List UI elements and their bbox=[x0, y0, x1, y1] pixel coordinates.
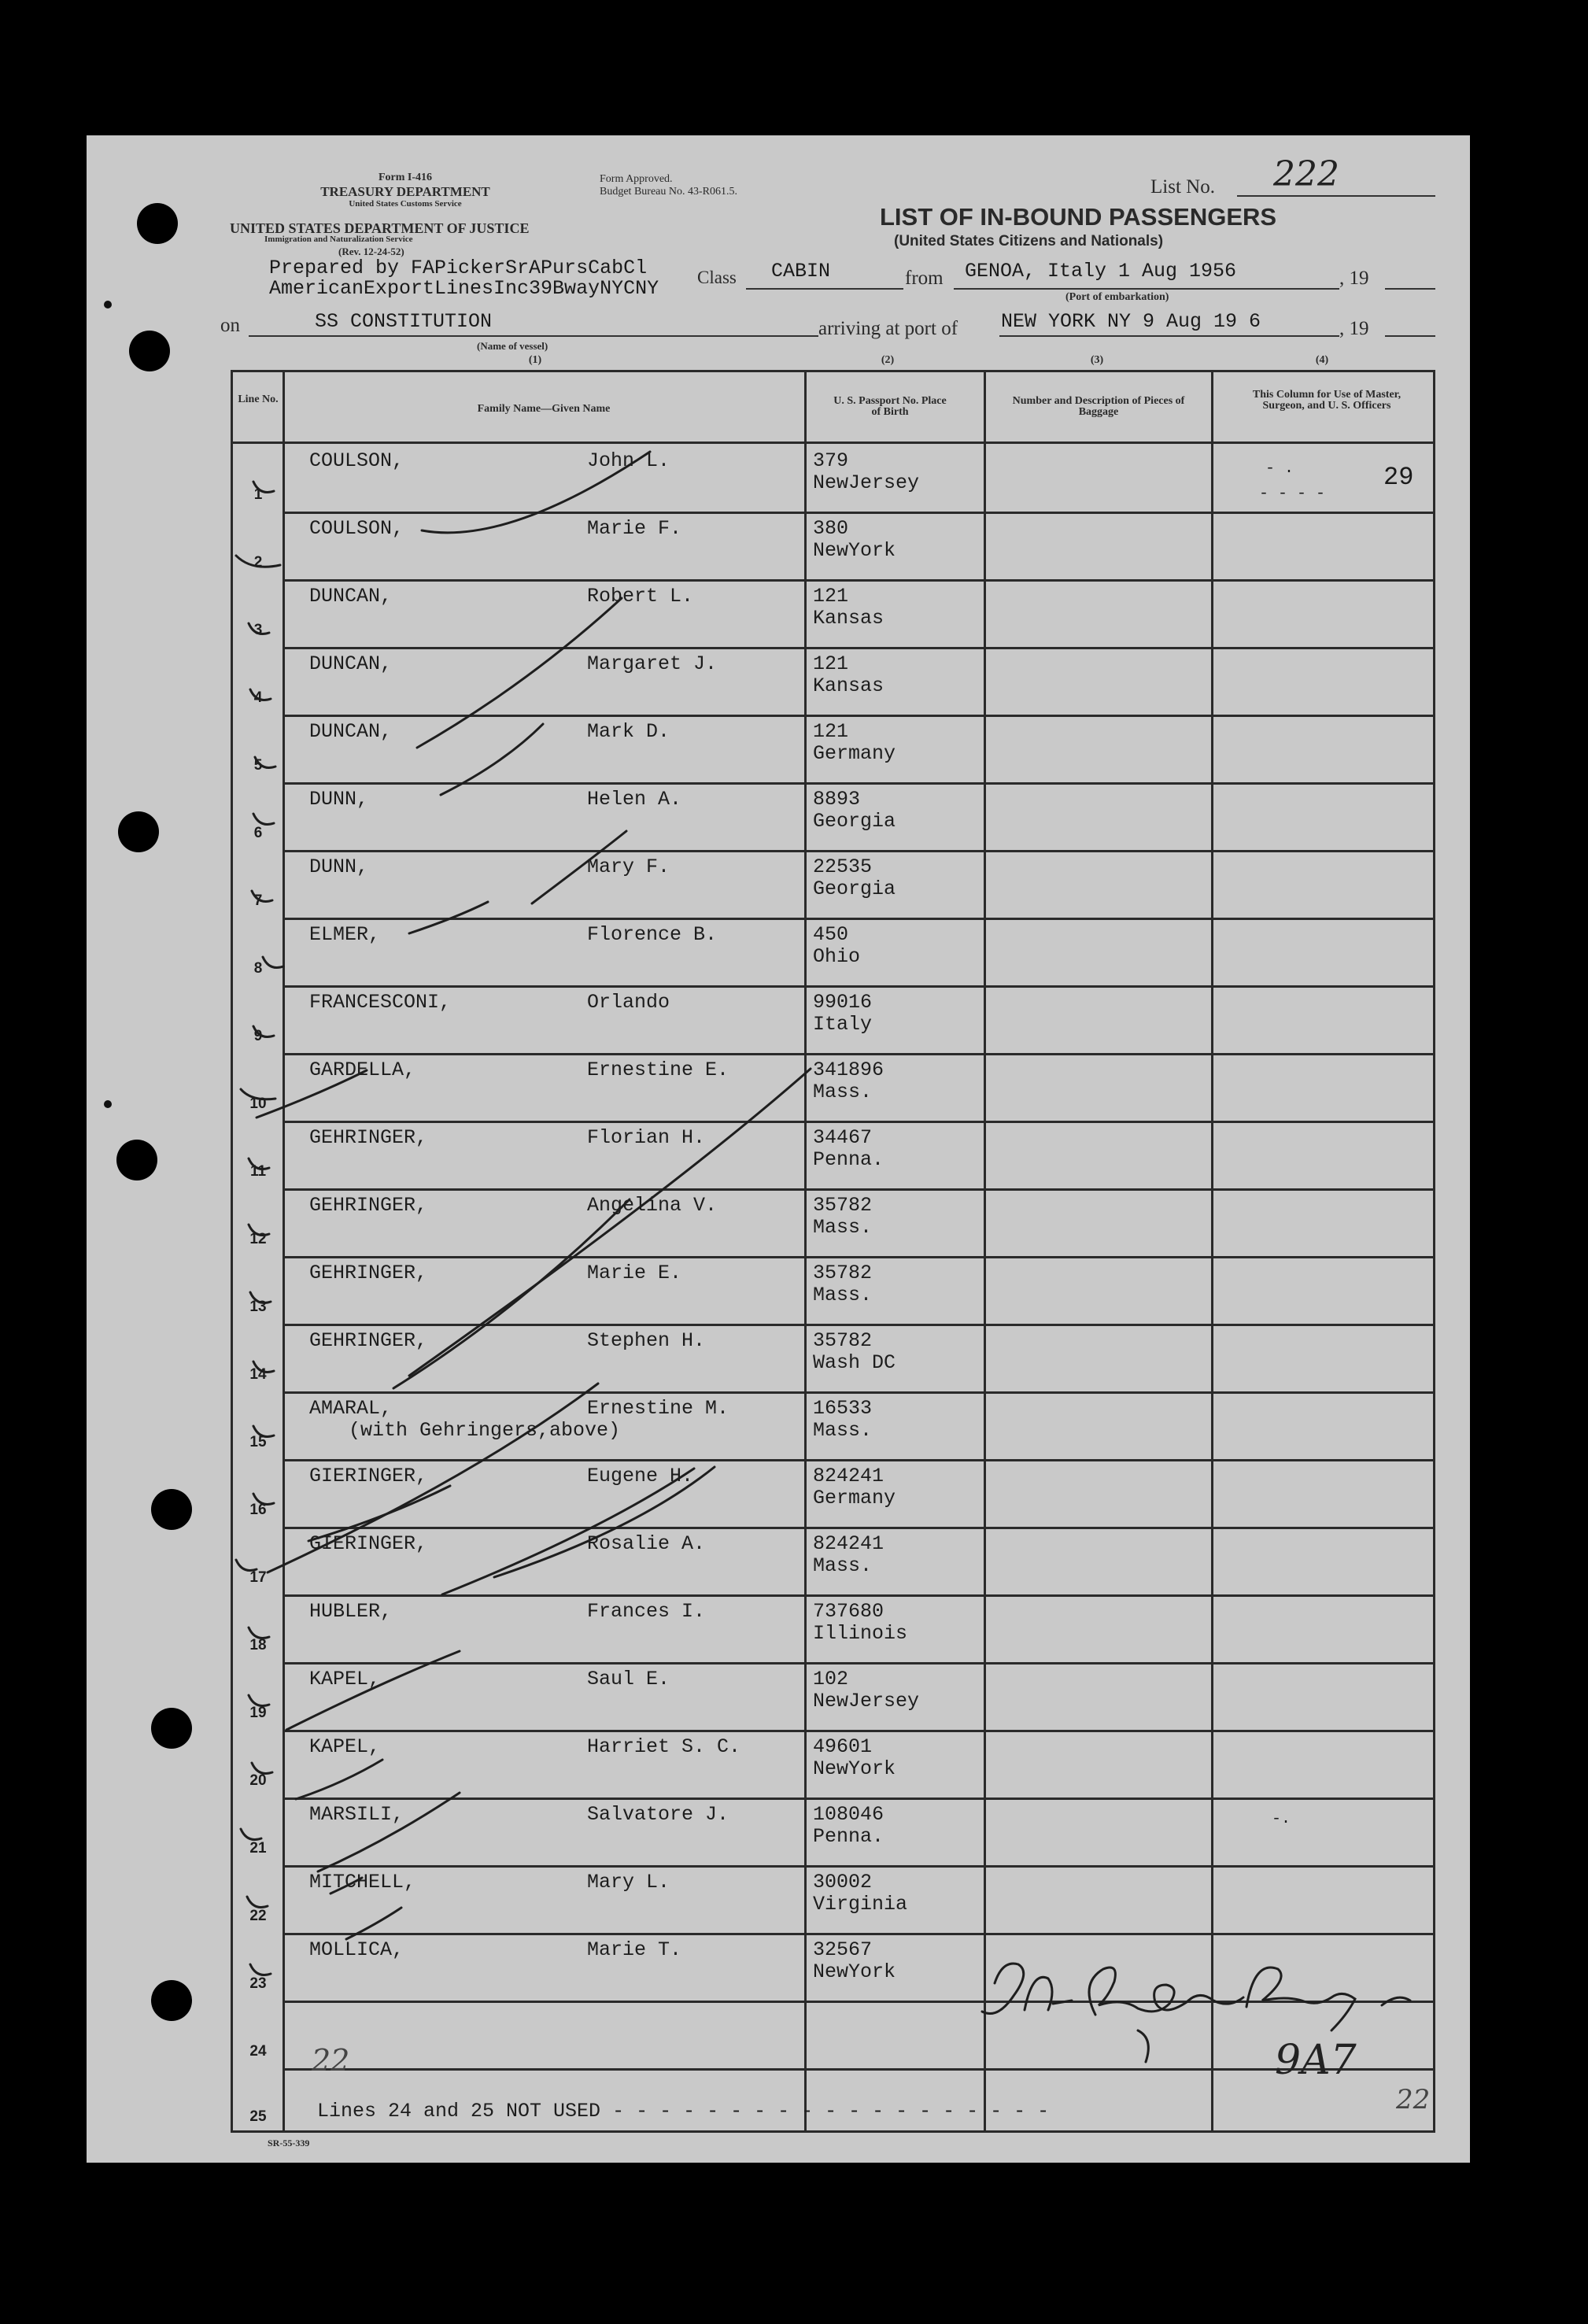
vessel-name: SS CONSTITUTION bbox=[315, 310, 493, 333]
unused-lines-text: Lines 24 and 25 NOT USED bbox=[317, 2100, 601, 2123]
officer-marks: - . bbox=[1265, 460, 1294, 478]
place-of-birth: NewJersey bbox=[813, 1690, 920, 1713]
passport-no: 49601 bbox=[813, 1735, 873, 1758]
passport-no: 35782 bbox=[813, 1262, 873, 1284]
given-name: Helen A. bbox=[587, 788, 682, 811]
given-name: Ernestine M. bbox=[587, 1397, 729, 1420]
form-title: LIST OF IN-BOUND PASSENGERS bbox=[880, 203, 1277, 231]
arriving-label: arriving at port of bbox=[818, 318, 958, 339]
inspector-stamp: 9A7 bbox=[1275, 2037, 1357, 2084]
given-name: Margaret J. bbox=[587, 652, 718, 675]
line-number: 6 bbox=[253, 825, 263, 841]
place-of-birth: Mass. bbox=[813, 1216, 873, 1239]
place-of-birth: NewYork bbox=[813, 539, 896, 562]
ins-service: Immigration and Naturalization Service bbox=[264, 235, 413, 244]
passport-no: 16533 bbox=[813, 1397, 873, 1420]
line-number: 23 bbox=[249, 1975, 267, 1992]
from-value: GENOA, Italy 1 Aug 1956 bbox=[965, 260, 1237, 283]
justice-dept: UNITED STATES DEPARTMENT OF JUSTICE bbox=[230, 220, 530, 236]
place-of-birth: Georgia bbox=[813, 810, 896, 833]
given-name: Florian H. bbox=[587, 1126, 706, 1149]
line-number: 1 bbox=[253, 486, 263, 503]
line-number: 4 bbox=[253, 689, 263, 706]
passport-no: 121 bbox=[813, 585, 849, 608]
family-name: DUNCAN, bbox=[309, 652, 393, 675]
place-of-birth: Penna. bbox=[813, 1825, 884, 1848]
passport-no: 341896 bbox=[813, 1059, 884, 1081]
col-num-4: (4) bbox=[1315, 354, 1329, 366]
line-number: 7 bbox=[253, 892, 263, 909]
place-of-birth: Germany bbox=[813, 742, 896, 765]
line-number: 2 bbox=[253, 554, 263, 571]
passport-no: 121 bbox=[813, 720, 849, 743]
place-of-birth: NewYork bbox=[813, 1757, 896, 1780]
place-of-birth: Illinois bbox=[813, 1622, 908, 1645]
passport-no: 32567 bbox=[813, 1938, 873, 1961]
passport-no: 35782 bbox=[813, 1329, 873, 1352]
place-of-birth: Penna. bbox=[813, 1148, 884, 1171]
place-of-birth: Georgia bbox=[813, 878, 896, 900]
passport-no: 824241 bbox=[813, 1532, 884, 1555]
passport-no: 379 bbox=[813, 449, 849, 472]
line-number: 14 bbox=[249, 1366, 267, 1383]
family-name: GEHRINGER, bbox=[309, 1194, 428, 1217]
family-name: GEHRINGER, bbox=[309, 1329, 428, 1352]
family-name: COULSON, bbox=[309, 449, 404, 472]
passport-no: 108046 bbox=[813, 1803, 884, 1826]
given-name: Mary L. bbox=[587, 1871, 670, 1894]
place-of-birth: Mass. bbox=[813, 1284, 873, 1306]
place-of-birth: NewYork bbox=[813, 1960, 896, 1983]
line-number: 8 bbox=[253, 960, 263, 977]
arriving-value: NEW YORK NY 9 Aug 19 6 bbox=[1001, 310, 1261, 333]
family-name: DUNN, bbox=[309, 788, 369, 811]
from-label: from bbox=[905, 268, 944, 289]
page-mark-right: 22 bbox=[1396, 2084, 1431, 2115]
form-approved: Form Approved. bbox=[600, 173, 673, 185]
place-of-birth: Germany bbox=[813, 1487, 896, 1509]
col-header-name: Family Name—Given Name bbox=[477, 403, 611, 415]
line-number: 18 bbox=[249, 1637, 267, 1653]
passport-no: 99016 bbox=[813, 991, 873, 1014]
family-name: DUNN, bbox=[309, 855, 369, 878]
page-mark-left: 22 bbox=[312, 2043, 350, 2078]
family-name: DUNCAN, bbox=[309, 720, 393, 743]
line-number: 21 bbox=[249, 1840, 267, 1857]
col-header-passport: U. S. Passport No. Place of Birth bbox=[833, 395, 947, 418]
place-of-birth: Mass. bbox=[813, 1554, 873, 1577]
line-number: 16 bbox=[249, 1502, 267, 1518]
given-name: Orlando bbox=[587, 991, 670, 1014]
treasury-dept: TREASURY DEPARTMENT bbox=[320, 184, 490, 199]
line-number: 22 bbox=[249, 1908, 267, 1924]
place-of-birth: NewJersey bbox=[813, 471, 920, 494]
form-subtitle: (United States Citizens and Nationals) bbox=[894, 233, 1164, 249]
line-number: 15 bbox=[249, 1434, 267, 1450]
vessel-label: (Name of vessel) bbox=[477, 340, 548, 352]
given-name: Mark D. bbox=[587, 720, 670, 743]
line-number: 17 bbox=[249, 1569, 267, 1586]
family-name: FRANCESCONI, bbox=[309, 991, 452, 1014]
place-of-birth: Mass. bbox=[813, 1081, 873, 1103]
given-name: Angelina V. bbox=[587, 1194, 718, 1217]
class-value: CABIN bbox=[771, 260, 831, 283]
given-name: Stephen H. bbox=[587, 1329, 706, 1352]
family-name: ELMER, bbox=[309, 923, 381, 946]
given-name: Marie E. bbox=[587, 1262, 682, 1284]
given-name: Frances I. bbox=[587, 1600, 706, 1623]
customs-service: United States Customs Service bbox=[349, 199, 462, 209]
passport-no: 30002 bbox=[813, 1871, 873, 1894]
line-number: 12 bbox=[249, 1231, 267, 1247]
given-name: Saul E. bbox=[587, 1668, 670, 1690]
line-number: 25 bbox=[249, 2108, 267, 2125]
passport-no: 8893 bbox=[813, 788, 861, 811]
family-note: (with Gehringers,above) bbox=[349, 1419, 621, 1442]
passport-no: 34467 bbox=[813, 1126, 873, 1149]
place-of-birth: Kansas bbox=[813, 674, 884, 697]
place-of-birth: Kansas bbox=[813, 607, 884, 630]
place-of-birth: Mass. bbox=[813, 1419, 873, 1442]
family-name: GEHRINGER, bbox=[309, 1262, 428, 1284]
line-number: 19 bbox=[249, 1705, 267, 1721]
arriving-year-suffix: , 19 bbox=[1339, 318, 1369, 339]
family-name: KAPEL, bbox=[309, 1735, 381, 1758]
family-name: MOLLICA, bbox=[309, 1938, 404, 1961]
family-name: KAPEL, bbox=[309, 1668, 381, 1690]
given-name: John L. bbox=[587, 449, 670, 472]
officer-mark: -. bbox=[1272, 1810, 1291, 1828]
prepared-by-line2: AmericanExportLinesInc39BwayNYCNY bbox=[269, 277, 659, 300]
col-num-2: (2) bbox=[881, 354, 895, 366]
passport-no: 380 bbox=[813, 517, 849, 540]
from-year-suffix: , 19 bbox=[1339, 268, 1369, 289]
passport-no: 121 bbox=[813, 652, 849, 675]
officer-count: 29 bbox=[1383, 463, 1414, 492]
given-name: Marie T. bbox=[587, 1938, 682, 1961]
family-name: AMARAL, bbox=[309, 1397, 393, 1420]
passport-no: 450 bbox=[813, 923, 849, 946]
col-header-officers: This Column for Use of Master, Surgeon, and U. S. Officers bbox=[1252, 389, 1402, 412]
line-number: 20 bbox=[249, 1772, 267, 1789]
list-no-value: 222 bbox=[1273, 154, 1339, 194]
form-number: Form I-416 bbox=[378, 172, 433, 183]
form-code: SR-55-339 bbox=[268, 2137, 310, 2148]
given-name: Eugene H. bbox=[587, 1465, 694, 1487]
line-number: 10 bbox=[249, 1095, 267, 1112]
passport-no: 35782 bbox=[813, 1194, 873, 1217]
list-no-label: List No. bbox=[1150, 176, 1215, 198]
col-num-1: (1) bbox=[528, 354, 542, 366]
given-name: Robert L. bbox=[587, 585, 694, 608]
prepared-by-line1: Prepared by FAPickerSrAPursCabCl bbox=[269, 257, 648, 279]
given-name: Rosalie A. bbox=[587, 1532, 706, 1555]
given-name: Salvatore J. bbox=[587, 1803, 729, 1826]
family-name: GEHRINGER, bbox=[309, 1126, 428, 1149]
passport-no: 824241 bbox=[813, 1465, 884, 1487]
budget-bureau: Budget Bureau No. 43-R061.5. bbox=[600, 186, 737, 198]
family-name: GIERINGER, bbox=[309, 1465, 428, 1487]
given-name: Florence B. bbox=[587, 923, 718, 946]
revision-date: (Rev. 12-24-52) bbox=[338, 246, 404, 257]
unused-dashes: - - - - - - - - - - - - - - - - - - - bbox=[600, 2100, 1050, 2123]
col-header-line-no: Line No. bbox=[238, 393, 279, 405]
line-number: 9 bbox=[253, 1028, 263, 1044]
class-label: Class bbox=[697, 268, 737, 287]
family-name: GIERINGER, bbox=[309, 1532, 428, 1555]
on-label: on bbox=[220, 315, 240, 336]
place-of-birth: Italy bbox=[813, 1013, 873, 1036]
family-name: MARSILI, bbox=[309, 1803, 404, 1826]
officer-marks: - - - - bbox=[1259, 485, 1326, 503]
passport-no: 737680 bbox=[813, 1600, 884, 1623]
given-name: Ernestine E. bbox=[587, 1059, 729, 1081]
given-name: Marie F. bbox=[587, 517, 682, 540]
line-number: 3 bbox=[253, 622, 263, 638]
port-embarkation-label: (Port of embarkation) bbox=[1065, 291, 1169, 303]
given-name: Harriet S. C. bbox=[587, 1735, 741, 1758]
family-name: HUBLER, bbox=[309, 1600, 393, 1623]
passport-no: 22535 bbox=[813, 855, 873, 878]
line-number: 13 bbox=[249, 1299, 267, 1315]
family-name: COULSON, bbox=[309, 517, 404, 540]
line-number: 24 bbox=[249, 2043, 267, 2060]
given-name: Mary F. bbox=[587, 855, 670, 878]
line-number: 11 bbox=[249, 1163, 267, 1180]
line-number: 5 bbox=[253, 757, 263, 774]
place-of-birth: Ohio bbox=[813, 945, 861, 968]
place-of-birth: Wash DC bbox=[813, 1351, 896, 1374]
col-num-3: (3) bbox=[1090, 354, 1104, 366]
family-name: GARDELLA, bbox=[309, 1059, 416, 1081]
passport-no: 102 bbox=[813, 1668, 849, 1690]
family-name: DUNCAN, bbox=[309, 585, 393, 608]
place-of-birth: Virginia bbox=[813, 1893, 908, 1916]
family-name: MITCHELL, bbox=[309, 1871, 416, 1894]
col-header-baggage: Number and Description of Pieces of Baggage bbox=[1012, 395, 1185, 418]
